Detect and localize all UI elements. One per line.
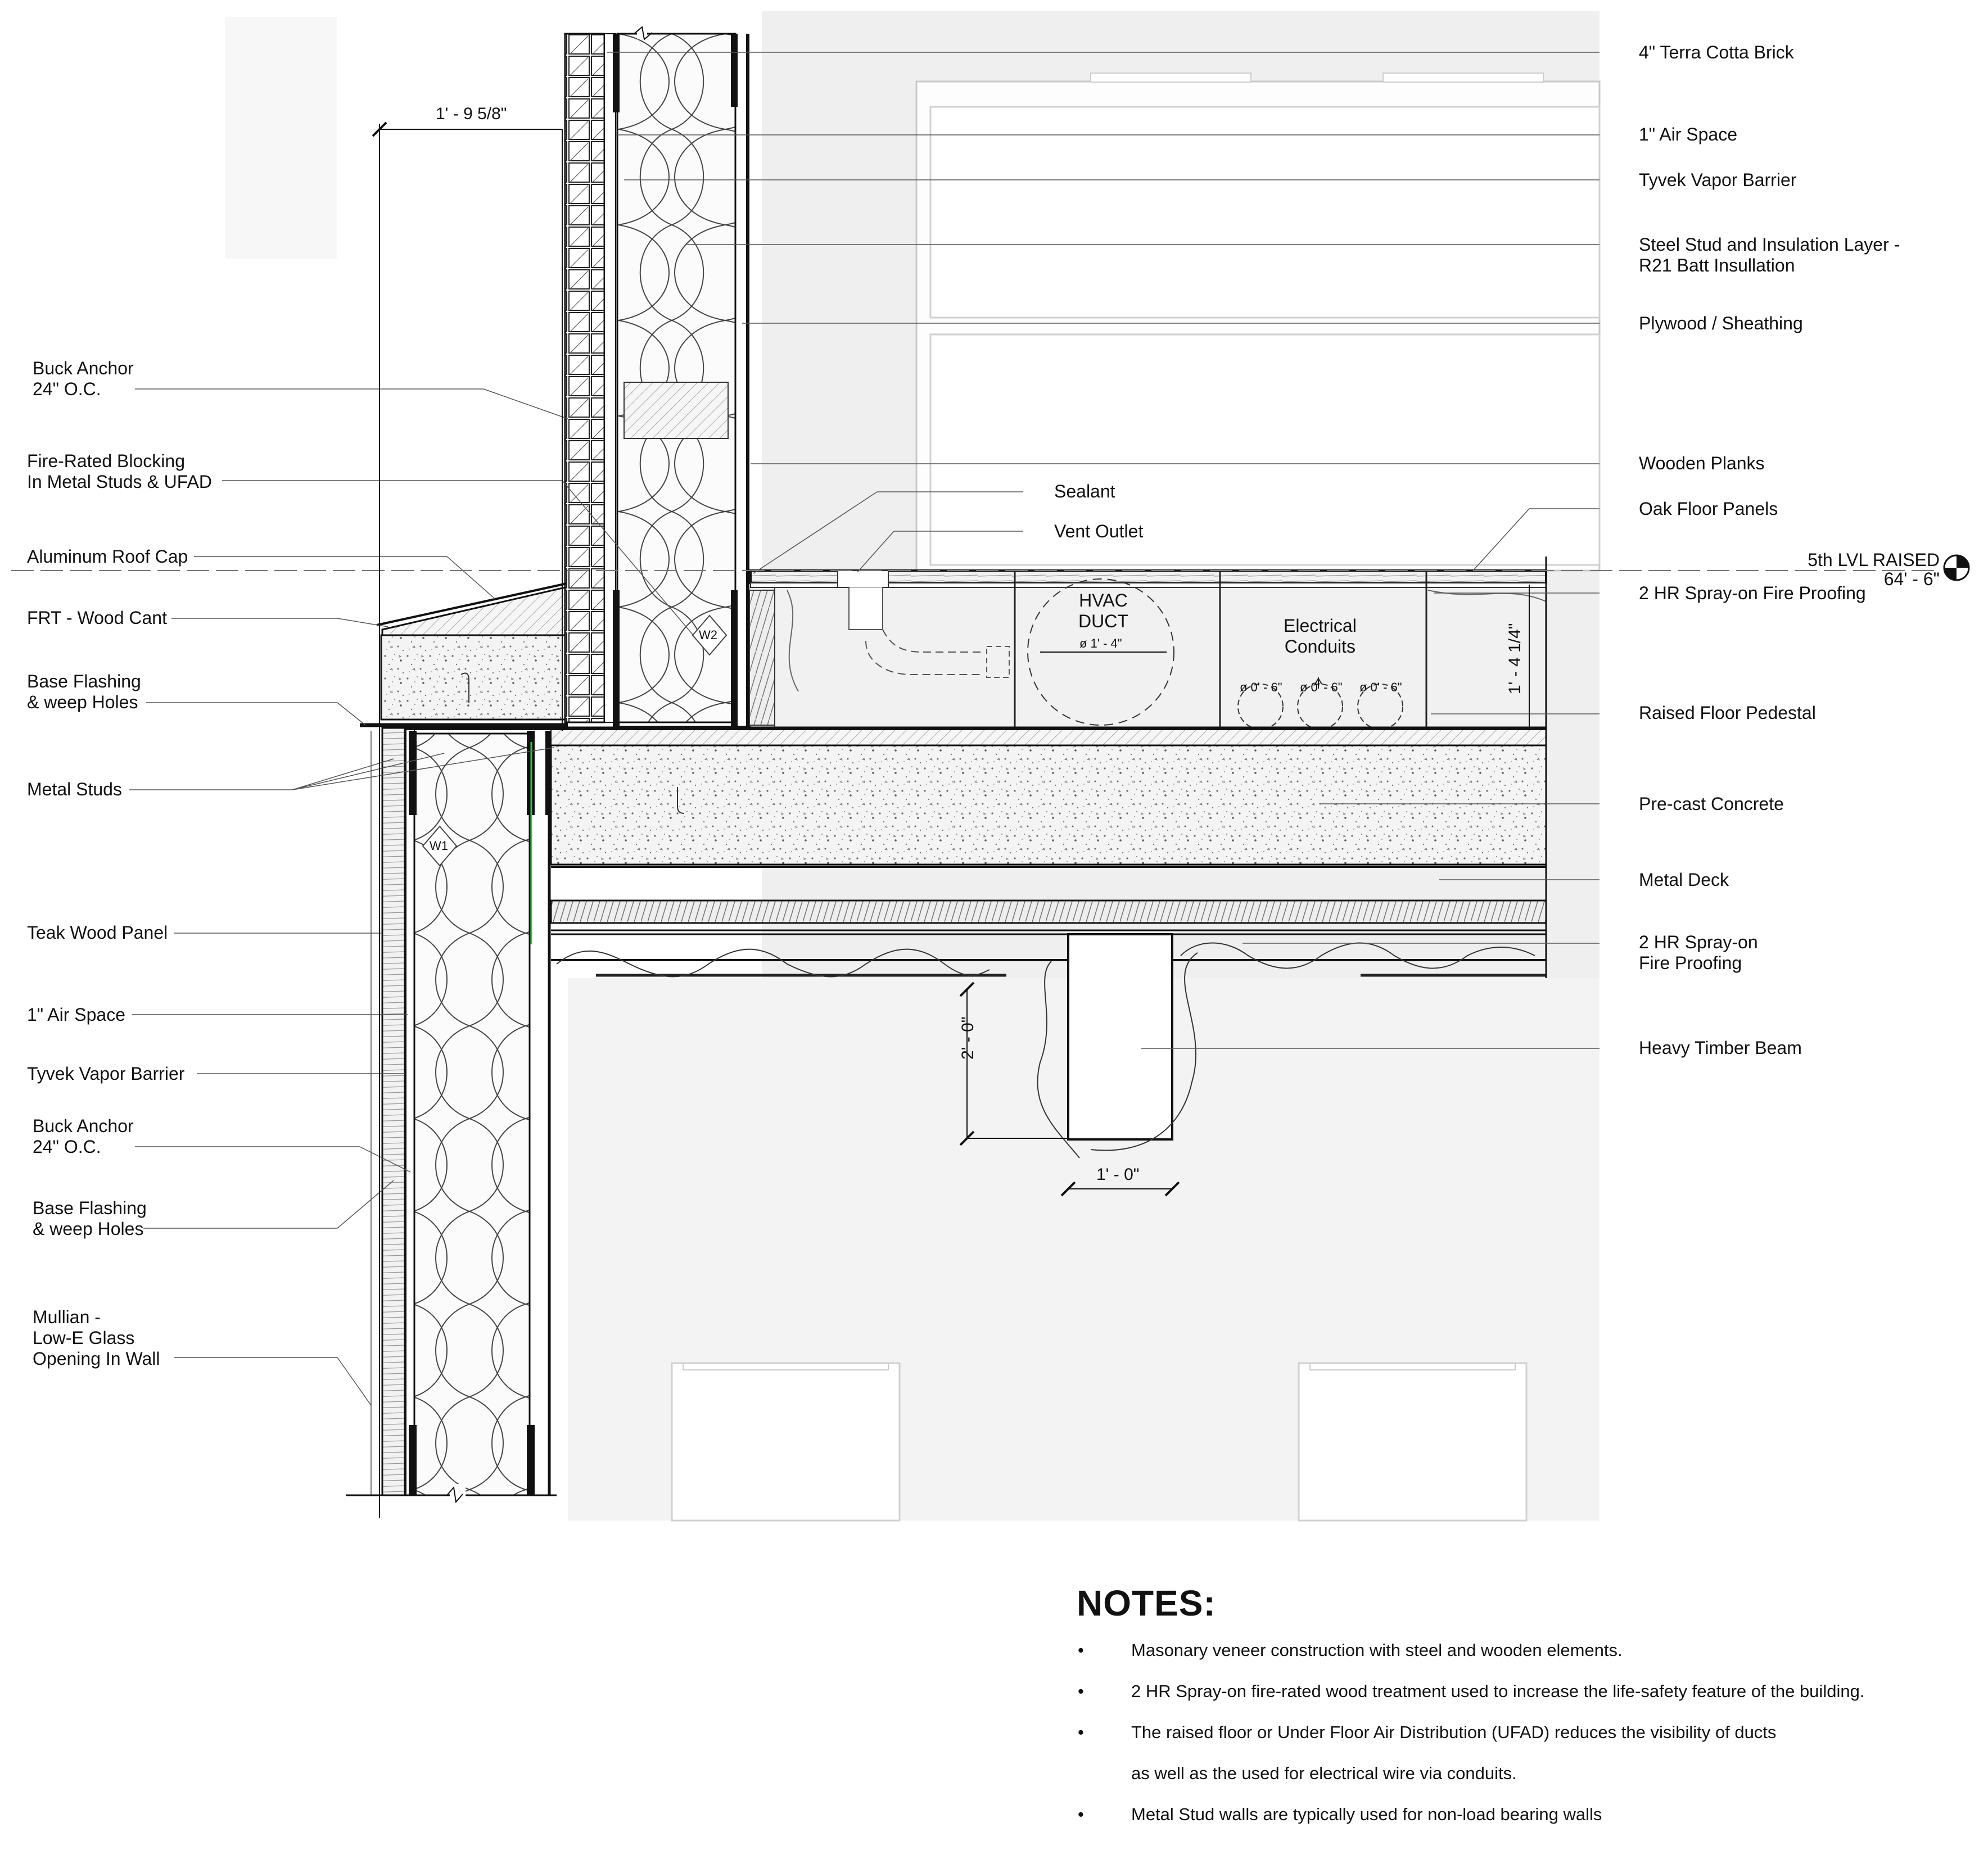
callout-mullion-glass: Mullian - Low-E Glass Opening In Wall [33,1307,160,1369]
callout-steel-stud-insulation: Steel Stud and Insulation Layer - R21 Batt Insullation [1639,234,1900,275]
callout-metal-deck: Metal Deck [1639,870,1729,890]
callout-frt-wood-cant: FRT - Wood Cant [27,608,167,628]
callout-tyvek-vapor-barrier: Tyvek Vapor Barrier [1639,170,1797,190]
level-elevation: 64' - 6" [1883,569,1940,589]
callout-tyvek-lower: Tyvek Vapor Barrier [27,1064,185,1084]
note-text: Masonary veneer construction with steel and wooden elements. [1131,1640,1623,1660]
upper-wall-w2 [565,17,775,731]
note-bullet: • [1078,1681,1084,1701]
wall-tag-w2: W2 [699,628,717,642]
window-pane-lower [930,334,1600,565]
note-item [1077,1722,1954,1763]
note-item [1077,1763,1954,1804]
note-text: as well as the used for electrical wire via conduits. [1131,1763,1517,1783]
callout-air-space-lower: 1" Air Space [27,1005,126,1025]
callout-teak-wood-panel: Teak Wood Panel [27,922,168,943]
dim-beam-depth: 2' - 0" [959,1016,977,1060]
hvac-duct-label: HVAC DUCT [1078,590,1128,631]
callout-pre-cast-concrete: Pre-cast Concrete [1639,794,1784,814]
callout-plywood-sheathing: Plywood / Sheathing [1639,313,1803,333]
callout-aluminum-roof-cap: Aluminum Roof Cap [27,546,188,567]
callout-base-flashing-upper: Base Flashing & weep Holes [27,671,141,712]
lower-window-1-head [683,1363,888,1370]
notes-heading: NOTES: [1077,1583,1216,1623]
callout-metal-studs: Metal Studs [27,779,122,799]
dim-wall-width: 1' - 9 5/8" [436,105,507,123]
window-head-1 [1091,73,1251,82]
dim-beam-width: 1' - 0" [1096,1165,1140,1184]
conduit-1-label: ø 0' - 6" [1240,680,1282,694]
callout-air-space: 1" Air Space [1639,124,1738,144]
note-item [1077,1681,1954,1722]
note-bullet-empty [1077,1763,1131,1804]
note-text: Metal Stud walls are typically used for non-load bearing walls [1131,1804,1602,1824]
callout-sealant: Sealant [1054,481,1115,501]
note-text: The raised floor or Under Floor Air Distribution (UFAD) reduces the visibility of ducts [1131,1722,1777,1742]
electrical-conduits-label: Electrical Conduits [1284,616,1357,657]
note-bullet: • [1078,1804,1084,1824]
callout-heavy-timber-beam: Heavy Timber Beam [1639,1038,1802,1058]
level-marker-symbol [1944,555,1969,580]
lower-window-1 [672,1363,900,1521]
conduit-3-label: ø 0' - 6" [1359,680,1402,694]
callout-fire-proofing-upper: 2 HR Spray-on Fire Proofing [1639,583,1866,603]
callout-raised-floor-pedestal: Raised Floor Pedestal [1639,703,1816,723]
callout-base-flashing-lower: Base Flashing & weep Holes [33,1198,147,1239]
callout-fire-proofing-lower: 2 HR Spray-on Fire Proofing [1639,932,1758,973]
callout-buck-anchor-lower: Buck Anchor 24" O.C. [33,1116,134,1157]
callout-terra-cotta-brick: 4" Terra Cotta Brick [1639,42,1794,62]
note-bullet: • [1078,1722,1084,1742]
callout-buck-anchor-upper: Buck Anchor 24" O.C. [33,358,134,399]
lower-window-2 [1299,1363,1526,1521]
callout-wooden-planks: Wooden Planks [1639,453,1765,473]
note-item [1077,1640,1954,1681]
note-item [1077,1804,1954,1845]
window-head-2 [1383,73,1543,82]
dim-raised-floor-height: 1' - 4 1/4" [1506,623,1524,694]
callout-oak-floor-panels: Oak Floor Panels [1639,499,1778,519]
hvac-diameter-label: ø 1' - 4" [1079,636,1122,650]
note-text: 2 HR Spray-on fire-rated wood treatment used to increase the life-safety feature of the building. [1131,1681,1865,1701]
conduit-2-label: ø 0' - 6" [1300,680,1343,694]
note-bullet: • [1078,1640,1084,1660]
ghost-shading [225,17,337,259]
window-pane-upper [930,107,1600,318]
callout-vent-outlet: Vent Outlet [1054,521,1144,541]
lower-window-2-head [1310,1363,1515,1370]
roof-cap-assembly [360,583,568,725]
callout-fire-rated-blocking: Fire-Rated Blocking In Metal Studs & UFAD [27,451,213,492]
level-name: 5th LVL RAISED [1808,550,1940,570]
wall-tag-w1: W1 [430,839,448,853]
notes-block [1077,1582,1954,1845]
